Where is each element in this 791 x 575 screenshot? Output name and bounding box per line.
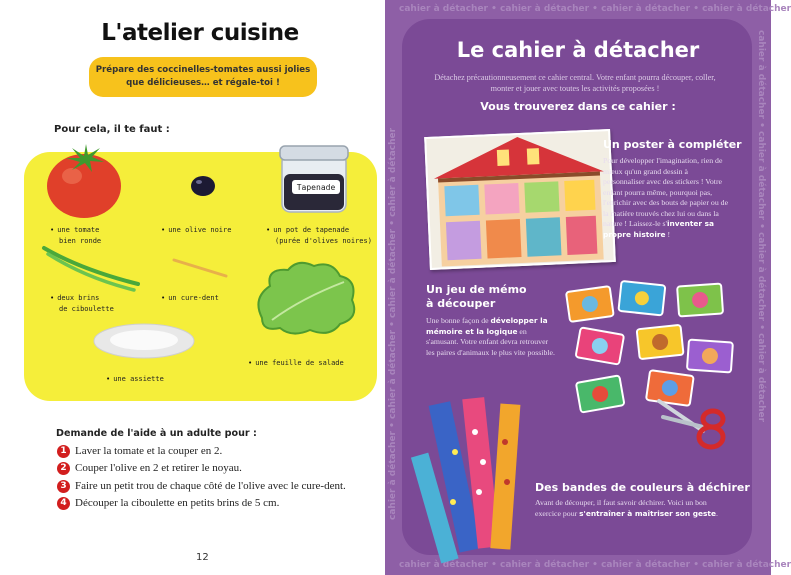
poster-body: Pour développer l'imagination, rien de mieux qu'un grand dessin à personnaliser avec des stickers ! Votre enfant pourra même, pourquoi pas, l'enrichir avec des bouts de papier ou de la matière trouvés chez lui ou dans la nature ! Laissez-le s'inventer sa propre histoire ! bbox=[603, 156, 729, 239]
step-number: 2 bbox=[57, 462, 70, 475]
ingredient-item: • une olive noire bbox=[161, 226, 232, 234]
strips-body: Avant de découper, il faut savoir déchirer. Voici un bon exercice pour s'entraîner à maîtriser son geste. bbox=[535, 498, 718, 518]
tapenade-jar-illustration bbox=[276, 144, 352, 216]
color-strips-illustration bbox=[425, 392, 525, 562]
plate-illustration bbox=[92, 320, 196, 360]
poster-illustration bbox=[424, 129, 616, 270]
page-title: L'atelier cuisine bbox=[101, 20, 299, 46]
step-item: 4 Découper la ciboulette en petits brins de 5 cm. bbox=[57, 495, 279, 511]
scissors-icon bbox=[653, 395, 733, 455]
border-text-bottom: cahier à détacher • cahier à détacher • cahier à détacher • cahier à détacher bbox=[399, 560, 791, 570]
step-number: 4 bbox=[57, 497, 70, 510]
jar-label: Tapenade bbox=[296, 183, 336, 192]
border-text-right: cahier à détacher • cahier à détacher • cahier à détacher • cahier à détacher bbox=[756, 30, 766, 423]
lettuce-illustration bbox=[252, 258, 362, 338]
ingredient-item: • un cure-dent bbox=[161, 294, 219, 302]
left-page bbox=[0, 0, 385, 575]
ingredient-item: • deux brins de ciboulette bbox=[50, 294, 114, 313]
ingredient-item: • une assiette bbox=[106, 375, 164, 383]
help-heading: Demande de l'aide à un adulte pour : bbox=[56, 428, 257, 439]
tomato-illustration bbox=[42, 142, 128, 222]
memo-body: Une bonne façon de développer la mémoire et la logique en s'amusant. Votre enfant devra retrouver les paires d'animaux le plus vite possible. bbox=[426, 316, 555, 357]
step-item: 1 Laver la tomate et la couper en 2. bbox=[57, 443, 222, 459]
chives-illustration bbox=[42, 244, 142, 294]
intro-banner: Prépare des coccinelles-tomates aussi jolies que délicieuses… et régale-toi ! bbox=[89, 57, 317, 97]
toothpick-illustration bbox=[170, 256, 230, 280]
ingredients-heading: Pour cela, il te faut : bbox=[54, 124, 170, 135]
ingredient-item: • une tomate bien ronde bbox=[50, 226, 102, 245]
page-number: 12 bbox=[196, 552, 209, 563]
step-number: 1 bbox=[57, 445, 70, 458]
right-page-title: Le cahier à détacher bbox=[456, 38, 700, 62]
step-item: 2 Couper l'olive en 2 et retirer le noyau. bbox=[57, 460, 242, 476]
border-text-left: cahier à détacher • cahier à détacher • cahier à détacher • cahier à détacher bbox=[388, 127, 398, 520]
memo-title: Un jeu de mémo à découper bbox=[426, 283, 527, 310]
poster-title: Un poster à compléter bbox=[603, 138, 742, 151]
right-page bbox=[385, 0, 791, 575]
border-text-top: cahier à détacher • cahier à détacher • cahier à détacher • cahier à détacher bbox=[399, 4, 791, 14]
ingredient-item: • un pot de tapenade (purée d'olives noires) bbox=[266, 226, 372, 245]
olive-illustration bbox=[190, 174, 216, 198]
ingredient-item: • une feuille de salade bbox=[248, 359, 344, 367]
step-number: 3 bbox=[57, 480, 70, 493]
right-page-subtitle: Vous trouverez dans ce cahier : bbox=[480, 100, 676, 113]
step-item: 3 Faire un petit trou de chaque côté de l'olive avec le cure-dent. bbox=[57, 478, 346, 494]
ingredients-panel bbox=[24, 152, 377, 401]
strips-title: Des bandes de couleurs à déchirer bbox=[535, 481, 750, 494]
right-page-intro: Détachez précautionneusement ce cahier central. Votre enfant pourra découper, coller, monter et jouer avec toutes les activités proposées ! bbox=[434, 73, 716, 93]
